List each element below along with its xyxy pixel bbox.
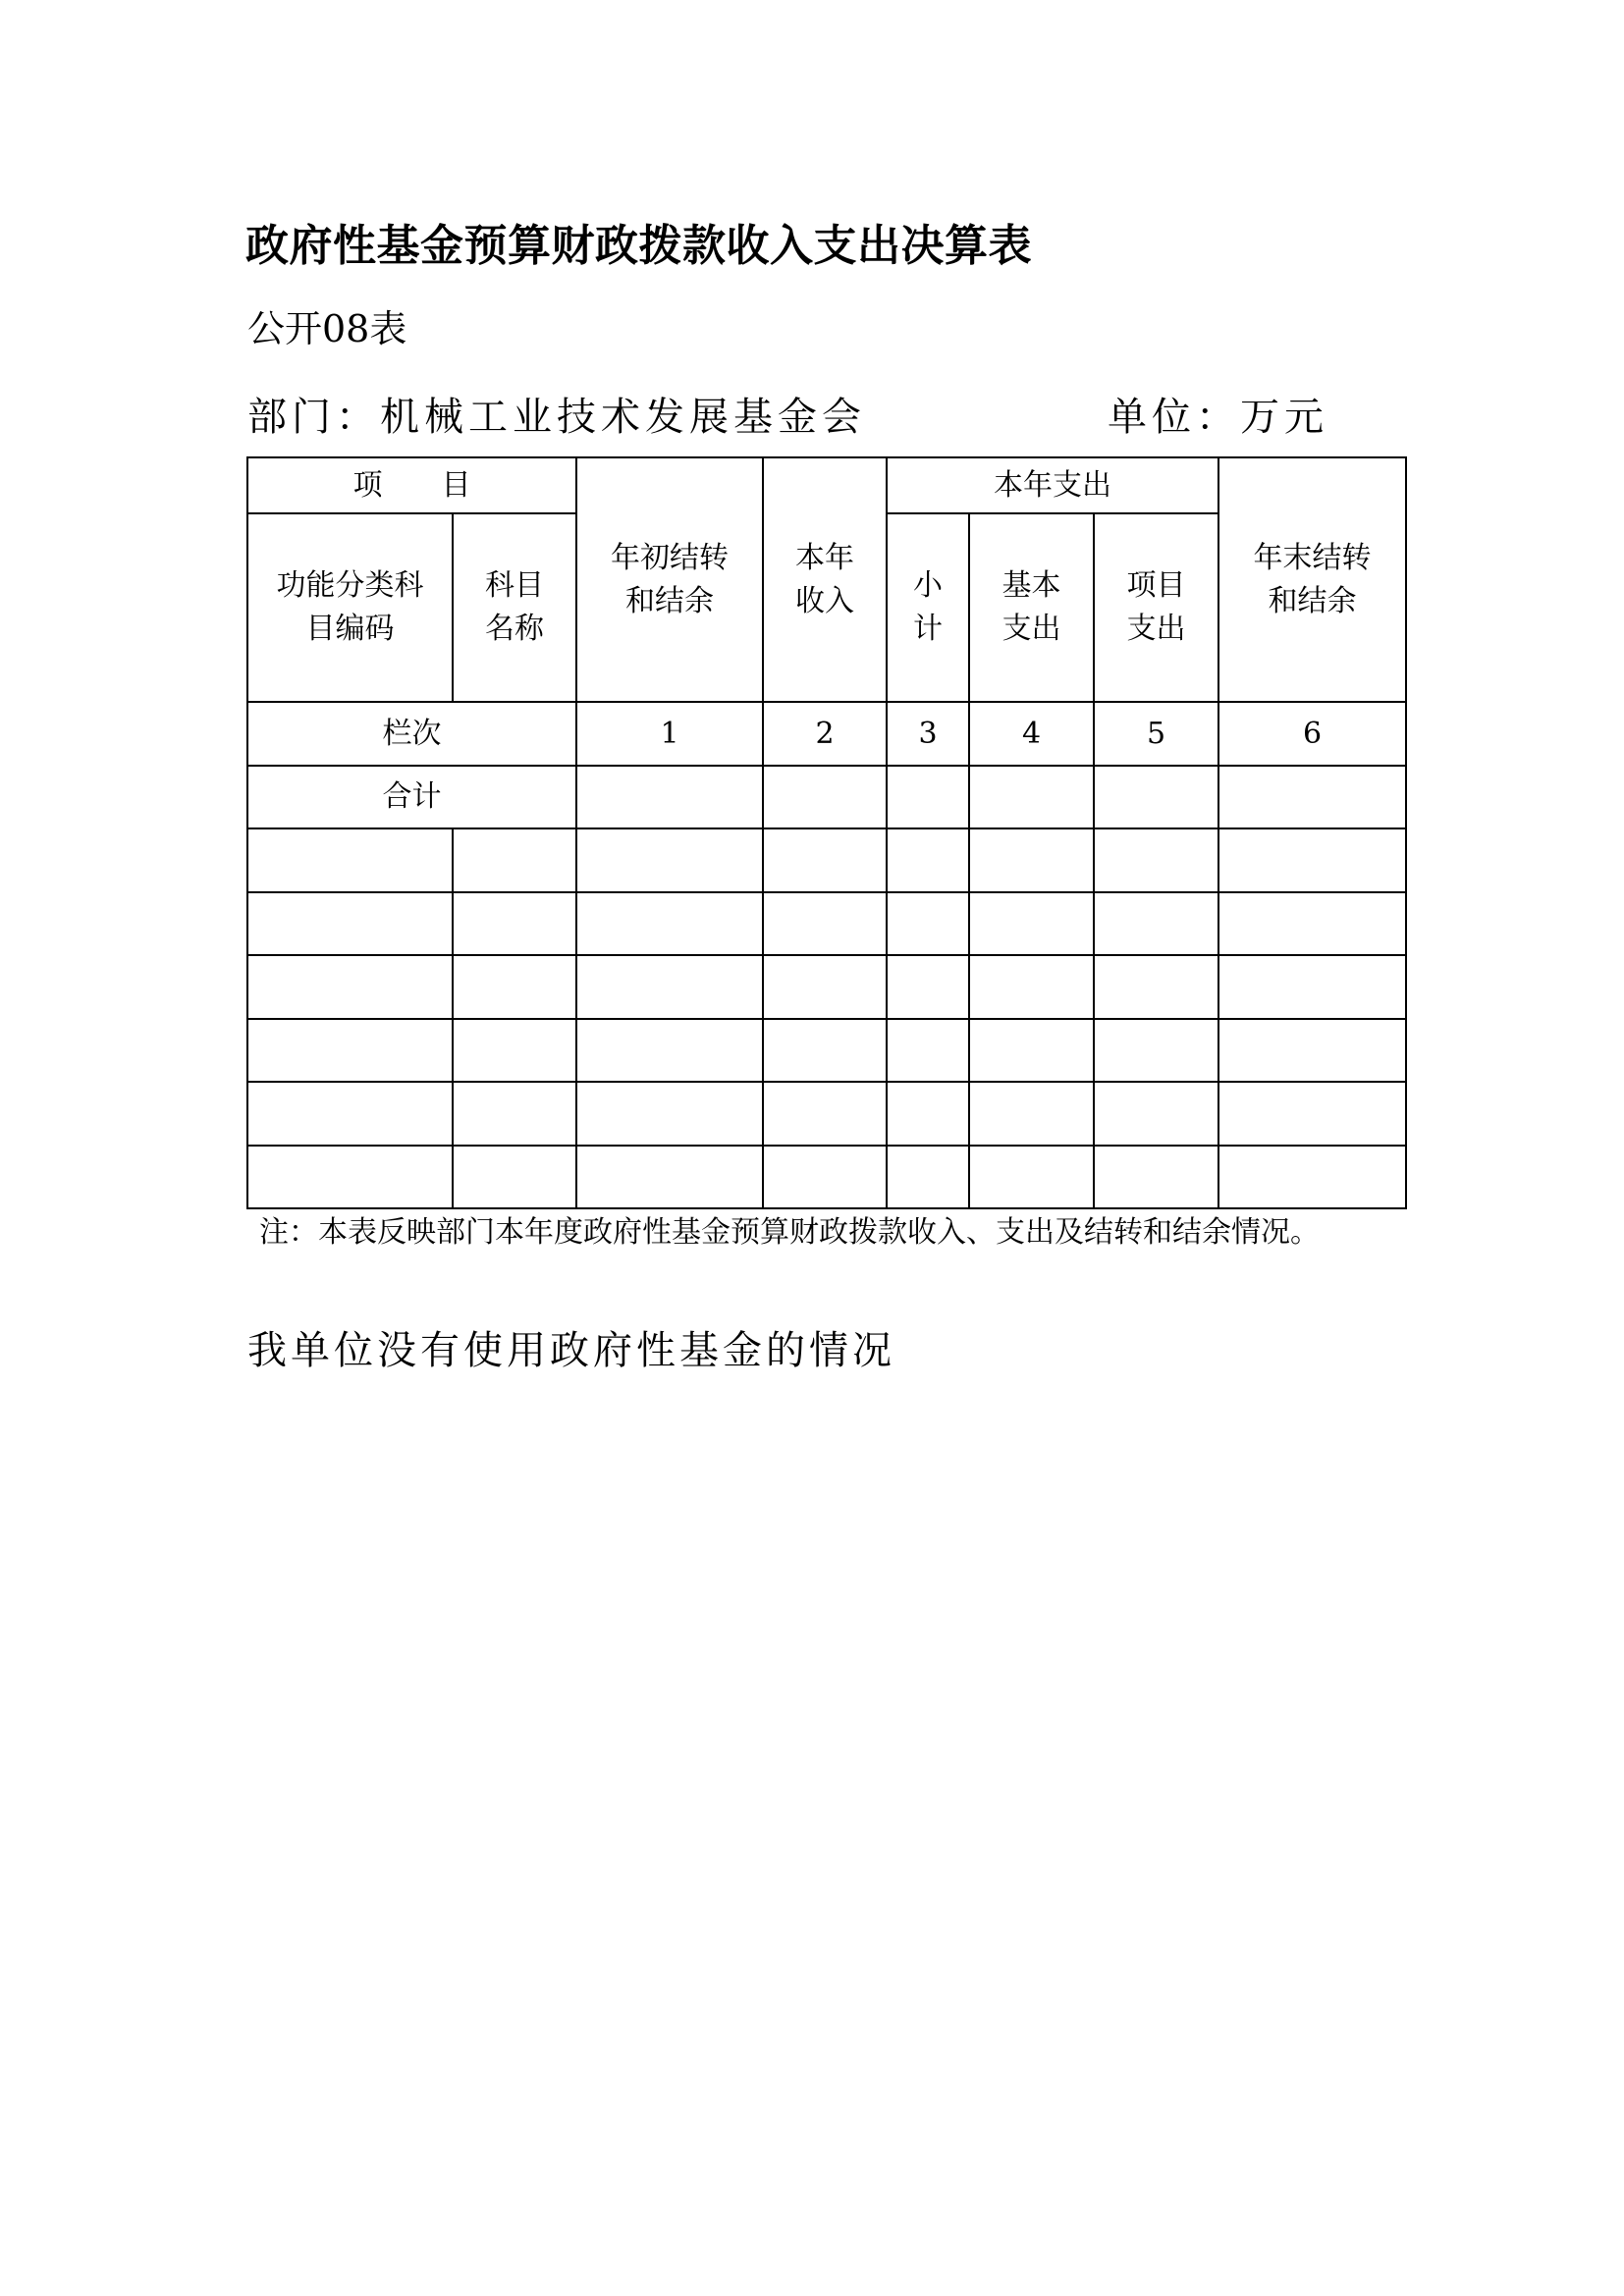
table-cell: [887, 892, 969, 955]
table-cell: [763, 892, 887, 955]
header-end-balance: 年末结转和结余: [1218, 457, 1406, 702]
table-cell: [1094, 1019, 1218, 1082]
table-cell: [576, 892, 763, 955]
table-cell: [247, 828, 453, 892]
usage-statement: 我单位没有使用政府性基金的情况: [247, 1328, 895, 1373]
header-subtotal: 小计: [887, 513, 969, 702]
table-cell: [887, 828, 969, 892]
table-row: [247, 1019, 1406, 1082]
table-cell: [453, 892, 576, 955]
table-cell: [1218, 1082, 1406, 1146]
unit-label: 单位：万元: [1108, 395, 1328, 440]
table-cell: [969, 766, 1094, 828]
header-current-income: 本年收入: [763, 457, 887, 702]
column-index-4: 4: [969, 702, 1094, 766]
table-cell: [247, 1146, 453, 1208]
table-cell: [887, 766, 969, 828]
table-cell: [453, 1082, 576, 1146]
table-cell: [763, 955, 887, 1019]
column-index-label: 栏次: [247, 702, 576, 766]
header-func-code: 功能分类科目编码: [247, 513, 453, 702]
table-cell: [887, 1082, 969, 1146]
table-cell: [763, 1082, 887, 1146]
table-cell: [1218, 955, 1406, 1019]
table-cell: [969, 1019, 1094, 1082]
table-cell: [763, 1019, 887, 1082]
table-row: [247, 1082, 1406, 1146]
table-cell: [247, 1019, 453, 1082]
table-cell: [453, 828, 576, 892]
table-cell: [1094, 828, 1218, 892]
table-number: 公开08表: [247, 307, 407, 350]
column-index-6: 6: [1218, 702, 1406, 766]
header-begin-balance: 年初结转和结余: [576, 457, 763, 702]
table-cell: [1094, 1146, 1218, 1208]
table-cell: [763, 828, 887, 892]
table-cell: [453, 955, 576, 1019]
table-cell: [887, 1019, 969, 1082]
table-row: [247, 892, 1406, 955]
table-cell: [1218, 892, 1406, 955]
column-index-3: 3: [887, 702, 969, 766]
table-cell: [576, 955, 763, 1019]
table-cell: [969, 955, 1094, 1019]
column-index-5: 5: [1094, 702, 1218, 766]
column-index-2: 2: [763, 702, 887, 766]
table-cell: [247, 892, 453, 955]
table-row: [247, 828, 1406, 892]
table-cell: [887, 1146, 969, 1208]
table-note: 注：本表反映部门本年度政府性基金预算财政拨款收入、支出及结转和结余情况。: [259, 1215, 1320, 1250]
table-cell: [1218, 766, 1406, 828]
header-item-group: 项 目: [247, 457, 576, 513]
total-row-label: 合计: [247, 766, 576, 828]
table-cell: [576, 1146, 763, 1208]
header-basic-expense: 基本支出: [969, 513, 1094, 702]
header-expense-group: 本年支出: [887, 457, 1218, 513]
table-cell: [1094, 1082, 1218, 1146]
table-cell: [763, 1146, 887, 1208]
table-cell: [247, 955, 453, 1019]
table-cell: [969, 892, 1094, 955]
table-cell: [576, 828, 763, 892]
table-cell: [576, 1019, 763, 1082]
table-cell: [887, 955, 969, 1019]
header-project-expense: 项目支出: [1094, 513, 1218, 702]
table-cell: [1218, 1019, 1406, 1082]
table-row: [247, 1146, 1406, 1208]
department-label: 部门：机械工业技术发展基金会: [247, 395, 866, 440]
table-cell: [969, 828, 1094, 892]
table-cell: [453, 1019, 576, 1082]
table-cell: [1094, 766, 1218, 828]
table-cell: [969, 1082, 1094, 1146]
table-cell: [1094, 892, 1218, 955]
column-index-1: 1: [576, 702, 763, 766]
table-cell: [1094, 955, 1218, 1019]
table-cell: [247, 1082, 453, 1146]
fund-table: [246, 456, 1407, 1209]
table-cell: [1218, 828, 1406, 892]
table-cell: [576, 1082, 763, 1146]
table-cell: [576, 766, 763, 828]
table-cell: [763, 766, 887, 828]
table-row: [247, 955, 1406, 1019]
table-cell: [1218, 1146, 1406, 1208]
header-subject-name: 科目名称: [453, 513, 576, 702]
table-cell: [453, 1146, 576, 1208]
page-title: 政府性基金预算财政拨款收入支出决算表: [245, 221, 1032, 271]
table-cell: [969, 1146, 1094, 1208]
